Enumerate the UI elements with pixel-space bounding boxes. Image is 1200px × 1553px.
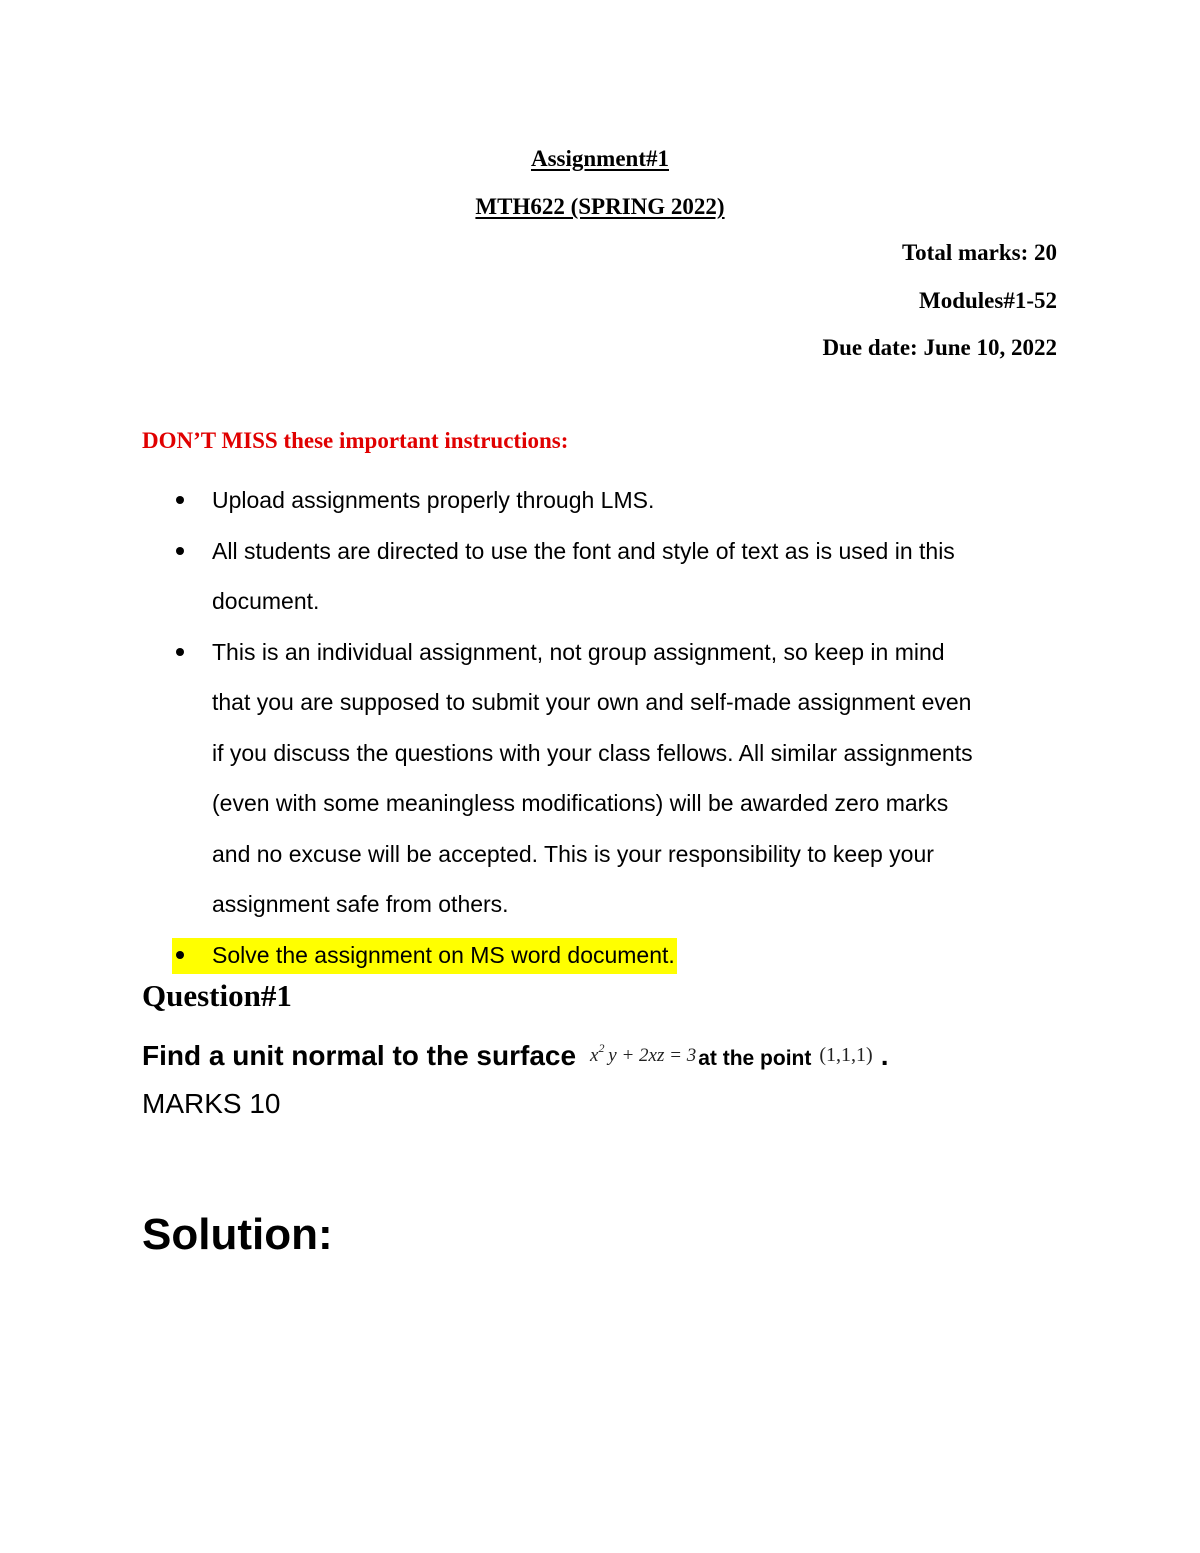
instructions-heading: DON’T MISS these important instructions: (142, 428, 569, 453)
highlight-mark (212, 930, 675, 981)
list-item (0, 627, 1062, 930)
list-item-text: All students are directed to use the font and style of text as is used in this (212, 537, 955, 564)
instructions-list (0, 475, 1200, 980)
list-item-text: Solve the assignment on MS word document. (212, 941, 675, 968)
course-title: MTH622 (SPRING 2022) (475, 194, 725, 219)
question-prompt (142, 1040, 888, 1072)
at-point-label: at the point (698, 1047, 812, 1070)
modules-range: Modules#1-52 (919, 288, 1057, 313)
list-item-text: that you are supposed to submit your own and self-made assignment even (212, 689, 972, 715)
list-item-text: (even with some meaningless modifications) will be awarded zero marks (212, 790, 949, 816)
question-text: Find a unit normal to the surface (142, 1040, 577, 1071)
list-item-highlighted (0, 930, 1062, 981)
total-marks: Total marks: 20 (901, 240, 1057, 265)
question-heading: Question#1 (142, 978, 292, 1013)
list-item (0, 526, 1062, 627)
question-marks: MARKS 10 (142, 1088, 281, 1119)
list-item-text: Upload assignments properly through LMS. (212, 487, 655, 513)
end-period: . (880, 1040, 889, 1071)
list-item-text: assignment safe from others. (212, 891, 509, 917)
list-item-text: This is an individual assignment, not group assignment, so keep in mind (212, 638, 945, 665)
bullet-icon (176, 547, 184, 555)
list-item-text: and no excuse will be accepted. This is your responsibility to keep your (212, 840, 934, 867)
list-item (0, 475, 1062, 526)
due-date: Due date: June 10, 2022 (822, 335, 1057, 360)
surface-equation: $x^2$ y + 2xz = 3 (590, 1041, 697, 1066)
list-item-text: if you discuss the questions with your class fellows. All similar assignments (212, 739, 973, 766)
solution-heading: Solution: (142, 1210, 333, 1259)
list-item-text: document. (212, 588, 320, 614)
bullet-icon (176, 496, 184, 504)
point-coordinates: (1,1,1) (819, 1044, 873, 1066)
bullet-icon (176, 951, 184, 959)
assignment-title: Assignment#1 (530, 146, 669, 171)
bullet-icon (176, 648, 184, 656)
